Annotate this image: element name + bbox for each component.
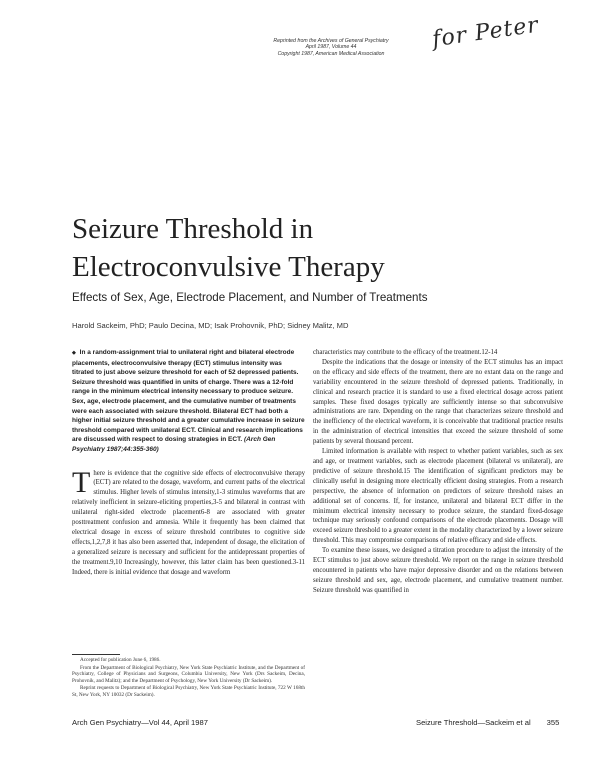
drop-cap: T [72, 465, 91, 499]
paragraph-text: here is evidence that the cognitive side effects of electroconvulsive therapy (ECT) are related to the dosage, waveform, and current paths of the electrical stimulus. Higher levels of stimulus intensity,1-3 stimulus waveforms that are relatively inefficient in seizure-eliciting properties,3-5 and bilateral in contrast with unilateral right-sided electrode placement6-8 are associated with greater posttreatment confusion and amnesia. While it frequently has been claimed that electrical dosage in excess of seizure threshold contributes to cognitive side effects,1,2,7,8 it has also been asserted that, independent of dosage, the elicitation of a generalized seizure is necessary and sufficient for the antidepressant properties of the treatment.9,10 Increasingly, however, this latter claim has been questioned.3-11 Indeed, there is initial evidence that dosage and waveform [72, 469, 305, 576]
left-column [72, 348, 305, 578]
footnote-affiliation: From the Department of Biological Psychiatry, New York State Psychiatric Institute, and the Department of Psychiatry, College of Physicians and Surgeons, Columbia University, New York (Drs Sackeim, Decina, Prohovnik, and Malitz); and the Department of Psychology, New York University (Dr Sackeim). [72, 664, 305, 684]
author-list: Harold Sackeim, PhD; Paulo Decina, MD; Isak Prohovnik, PhD; Sidney Malitz, MD [72, 321, 349, 330]
footer-right [416, 718, 559, 727]
handwritten-note: for Peter [430, 12, 541, 53]
body-paragraph: Limited information is available with respect to whether patient variables, such as sex and age, or treatment variables, such as electrode placement (bilateral vs unilateral), are predictive of seizure threshold.15 The identification of significant predictors may be clinically useful in designing more electrically efficient dosing strategies. From a research perspective, the absence of information on predictors of seizure threshold raises an additional set of concerns. If, for instance, unilateral and bilateral ECT differ in the minimum electrical intensity necessary to produce seizure, the standard fixed-dosage technique may seriously confound comparisons of the electrode placements. Dosage will exceed seizure threshold to a greater extent in the modality characterized by a lower seizure threshold. This may compromise comparisons of relative efficacy and side effects. [313, 448, 563, 545]
footnotes [72, 657, 305, 700]
left-body [72, 465, 305, 578]
footer-journal: Arch Gen Psychiatry—Vol 44, April 1987 [72, 718, 208, 727]
reprint-line-2: April 1987, Volume 44 [305, 44, 357, 51]
footnote-divider [72, 654, 120, 655]
running-title: Seizure Threshold—Sackeim et al [416, 718, 531, 727]
article-subtitle: Effects of Sex, Age, Electrode Placement, and Number of Treatments [72, 291, 428, 304]
footnote-accepted: Accepted for publication June 6, 1986. [80, 657, 161, 663]
title-line-2: Electroconvulsive Therapy [72, 251, 385, 283]
right-column [313, 348, 563, 596]
body-paragraph [72, 465, 305, 578]
bullet-icon: ◆ [72, 350, 76, 356]
body-paragraph: To examine these issues, we designed a titration procedure to adjust the intensity of the ECT stimulus to just above seizure threshold. We report on the range in seizure threshold encountered in patients who have major depressive disorder and on the relations between seizure threshold and sex, age, electrode placement, and cumulative treatment number. Seizure threshold was quantified in [313, 547, 563, 594]
article-title [72, 210, 385, 286]
body-paragraph: characteristics may contribute to the efficacy of the treatment.12-14 [313, 349, 498, 356]
body-paragraph: Despite the indications that the dosage or intensity of the ECT stimulus has an impact on the efficacy and side effects of the treatment, there are no extant data on the range and variability encountered in the seizure threshold of depressed patients. Traditionally, in clinical and research practice it is standard to use a fixed electrical dosage across patient samples. These fixed dosages typically are sufficiently intense so that subconvulsive administrations are rare. Depending on the range that characterizes seizure threshold and the inefficiency of the electrical waveform, it is conceivable that traditional practice results in the administration of electrical intensities that exceed the seizure threshold of some patients by several thousand percent. [313, 358, 563, 446]
reprint-line-3: Copyright 1987, American Medical Association [277, 50, 385, 57]
title-line-1: Seizure Threshold in [72, 213, 314, 245]
reprint-line-1: Reprinted from the Archives of General Psychiatry [273, 38, 389, 44]
page-number: 355 [546, 718, 560, 727]
abstract-citation: (Arch Gen Psychiatry 1987;44:355-360) [72, 436, 276, 453]
abstract [72, 348, 305, 455]
footnote-reprints: Reprint requests to Department of Biological Psychiatry, New York State Psychiatric Institute, 722 W 168th St, New York, NY 10032 (Dr Sackeim). [72, 685, 305, 698]
reprint-notice [246, 38, 416, 57]
abstract-text: In a random-assignment trial to unilateral right and bilateral electrode placements, electroconvulsive therapy (ECT) stimulus intensity was titrated to just above seizure threshold for each of 52 depressed patients. Seizure threshold was quantified in units of charge. There was a 12-fold range in the minimum electrical intensity necessary to produce seizure. Sex, age, electrode placement, and the cumulative number of treatments were each associated with seizure threshold. Bilateral ECT had both a higher initial seizure threshold and a greater cumulative increase in seizure threshold compared with unilateral ECT. Clinical and research implications are discussed with respect to dosing strategies in ECT. [72, 349, 305, 444]
